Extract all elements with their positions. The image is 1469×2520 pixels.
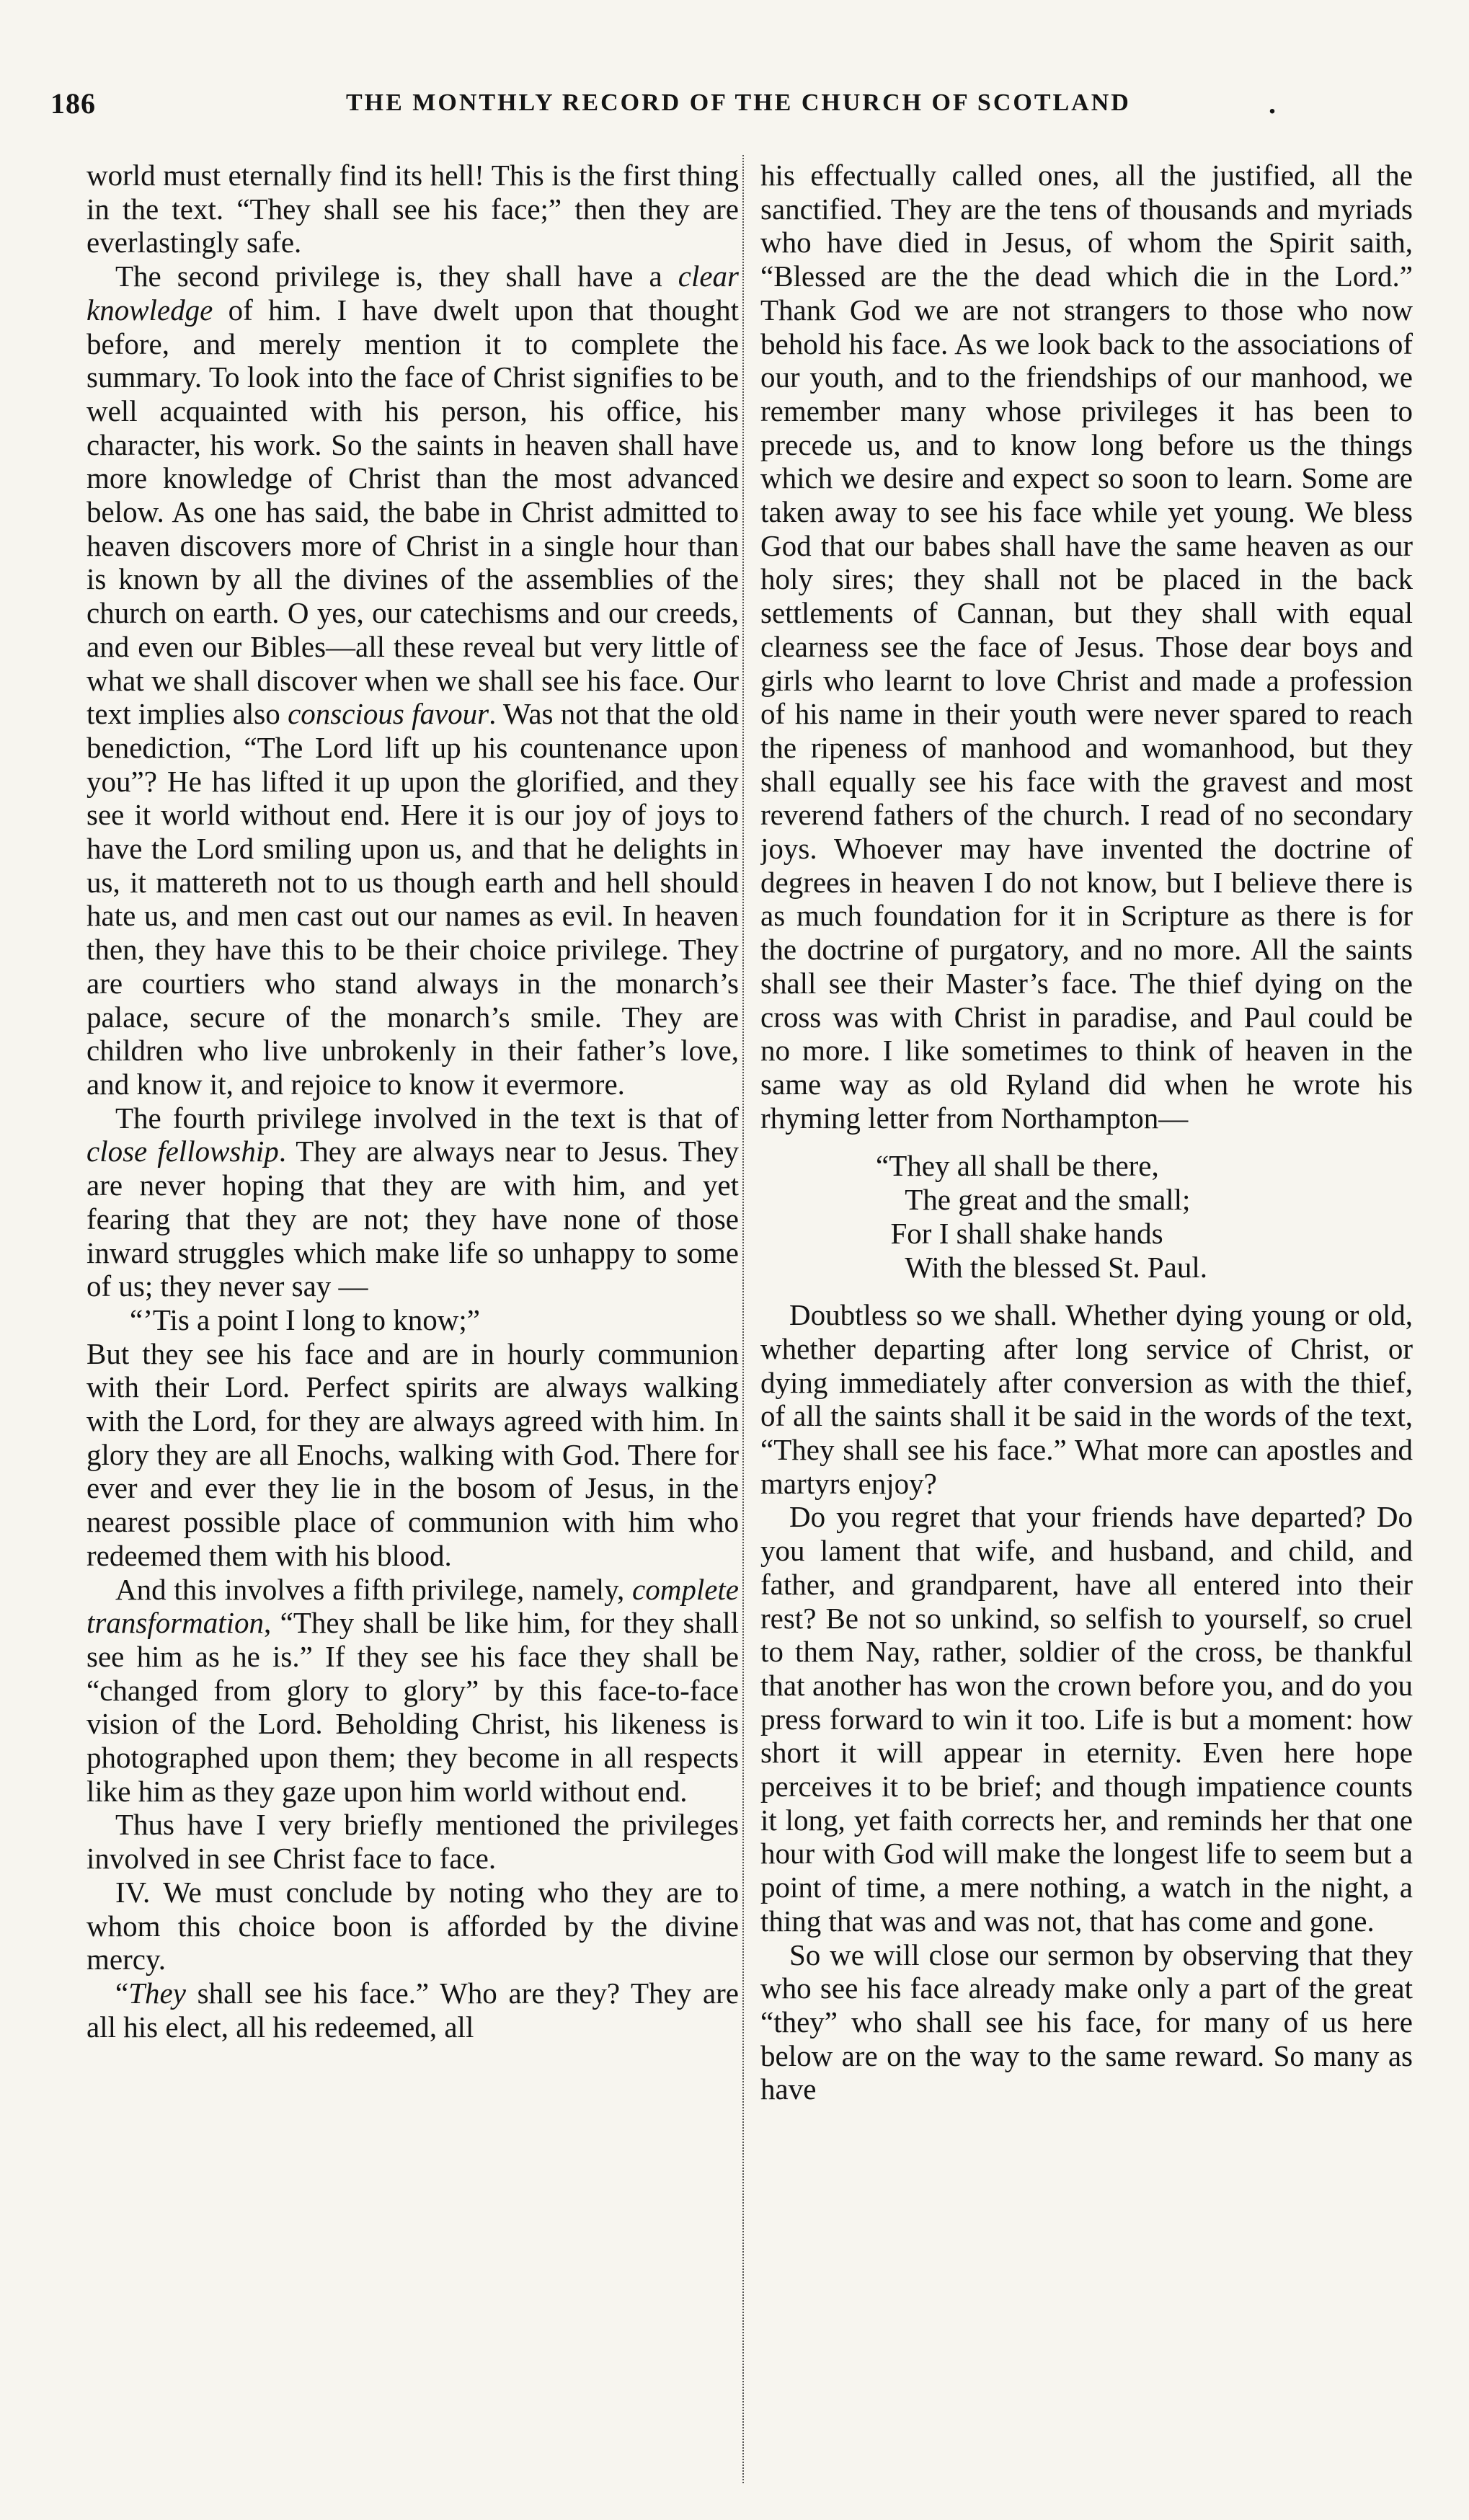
text-run: . They are always near to Jesus. They are never hoping that they are with him, and yet fearing that they are not; they have none of those inward struggles which make life so unhappy to some of us; they never say — — [86, 1135, 739, 1303]
emphasis: conscious favour — [288, 697, 489, 731]
page-number: 186 — [50, 87, 96, 120]
text-run: The fourth privilege involved in the text is that of — [115, 1101, 739, 1135]
emphasis: complete transformation — [86, 1572, 739, 1640]
left-column — [86, 159, 739, 2501]
text-run: The second privilege is, they shall have a — [115, 259, 678, 293]
paragraph: Thus have I very briefly mentioned the privileges involved in see Christ face to face. — [86, 1808, 739, 1876]
emphasis: close fellowship — [86, 1135, 279, 1168]
paragraph — [86, 1976, 739, 2044]
column-rule — [742, 155, 744, 2483]
paragraph: So we will close our sermon by observing that they who see his face already make only a part of the great “they” who shall see his face, for many of us here below are on the way to the same reward. So many as have — [760, 1938, 1413, 2106]
section-heading: IV. We must conclude by noting who they are to whom this choice boon is afforded by the divine mercy. — [86, 1875, 739, 1976]
emphasis: clear knowledge — [86, 259, 739, 327]
paragraph: world must eternally find its hell! This is the first thing in the text. “They shall see his face;” then they are everlastingly safe. — [86, 159, 739, 259]
paragraph — [86, 1573, 739, 1809]
text-run: “ — [115, 1976, 129, 2010]
paragraph: Doubtless so we shall. Whether dying young or old, whether departing after long service of Christ, or dying immediately after conversion as with the thief, of all the saints shall it be said in the words of the text, “They shall see his face.” What more can apostles and martyrs enjoy? — [760, 1298, 1413, 1500]
text-run: , “They shall be like him, for they shall see him as he is.” If they see his face they shall be “changed from glory to glory” by this face-to-face vision of the Lord. Beholding Christ, his likeness is photographed upon them; they become in all respects like him as they gaze upon him world without end. — [86, 1606, 739, 1808]
right-column — [760, 159, 1413, 2501]
paragraph — [86, 1101, 739, 1303]
text-run: . Was not that the old benediction, “The Lord lift up his countenance upon you”? He has lifted it up upon the glorified, and they see it world without end. Here it is our joy of joys to have the Lord smiling upon us, and that he delights in us, it mattereth not to us though earth and hell should hate us, and men cast out our names as evil. In heaven then, they have this to be their choice privilege. They are courtiers who stand always in the monarch’s palace, secure of the monarch’s smile. They are children who live unbrokenly in their father’s love, and know it, and rejoice to know it evermore. — [86, 697, 739, 1101]
header-mark: . — [1269, 87, 1277, 120]
running-header — [43, 86, 1413, 130]
paragraph: his effectually called ones, all the justified, all the sanctified. They are the tens of thousands and myriads who have died in Jesus, of whom the Spirit saith, “Blessed are the the dead which die in the Lord.” Thank God we are not strangers to those who now behold his face. As we look back to the associations of our youth, and to the friendships of our manhood, we remember many whose privileges it has been to precede us, and to know long before us the things which we desire and expect so soon to learn. Some are taken away to see his face while yet young. We bless God that our babes shall have the same heaven as our holy sires; they shall not be placed in the back settlements of Cannan, but they shall with equal clearness see the face of Jesus. Those dear boys and girls who learnt to love Christ and made a profession of his name in their youth were never spared to reach the ripeness of manhood and womanhood, but they shall equally see his face with the gravest and most reverend fathers of the church. I read of no secondary joys. Whoever may have invented the doctrine of degrees in heaven I do not know, but I believe there is as much foundation for it in Scripture as there is for the doctrine of purgatory, and no more. All the saints shall see their Master’s face. The thief dying on the cross was with Christ in paradise, and Paul could be no more. I like sometimes to think of heaven in the same way as old Ryland did when he wrote his rhyming letter from Northampton— — [760, 159, 1413, 1135]
quotation: “’Tis a point I long to know;” — [130, 1303, 480, 1336]
poem: “They all shall be there, The great and the small; For I shall shake hands With the blessed St. Paul. — [876, 1149, 1207, 1284]
running-title: THE MONTHLY RECORD OF THE CHURCH OF SCOTLAND — [346, 89, 1131, 116]
paragraph: Do you regret that your friends have departed? Do you lament that wife, and husband, and child, and father, and grandparent, have all entered into their rest? Be not so unkind, so selfish to yourself, so cruel to them Nay, rather, soldier of the cross, be thankful that another has won the crown before you, and do you press forward to win it too. Life is but a moment: how short it will appear in eternity. Even here hope perceives it to be brief; and though impatience counts it long, yet faith corrects her, and reminds her that one hour with God will make the longest life to seem but a point of time, a mere nothing, a watch in the night, a thing that was and was not, that has come and gone. — [760, 1500, 1413, 1938]
paragraph: But they see his face and are in hourly communion with their Lord. Perfect spirits are always walking with the Lord, for they are always agreed with him. In glory they are all Enochs, walking with God. There for ever and ever they lie in the bosom of Jesus, in the nearest possible place of communion with him who redeemed them with his blood. — [86, 1336, 739, 1572]
text-run: And this involves a fifth privilege, namely, — [115, 1572, 633, 1606]
text-run: shall see his face.” Who are they? They are all his elect, all his redeemed, all — [86, 1976, 739, 2044]
emphasis: They — [128, 1976, 186, 2010]
text-run: of him. I have dwelt upon that thought before, and merely mention it to complete the summary. To look into the face of Christ signifies to be well acquainted with his person, his office, his character, his work. So the saints in heaven shall have more knowledge of Christ than the most advanced below. As one has said, the babe in Christ admitted to heaven discovers more of Christ in a single hour than is known by all the divines of the assemblies of the church on earth. O yes, our catechisms and our creeds, and even our Bibles—all these reveal but very little of what we shall discover when we shall see his face. Our text implies also — [86, 293, 739, 731]
paragraph — [86, 259, 739, 1101]
